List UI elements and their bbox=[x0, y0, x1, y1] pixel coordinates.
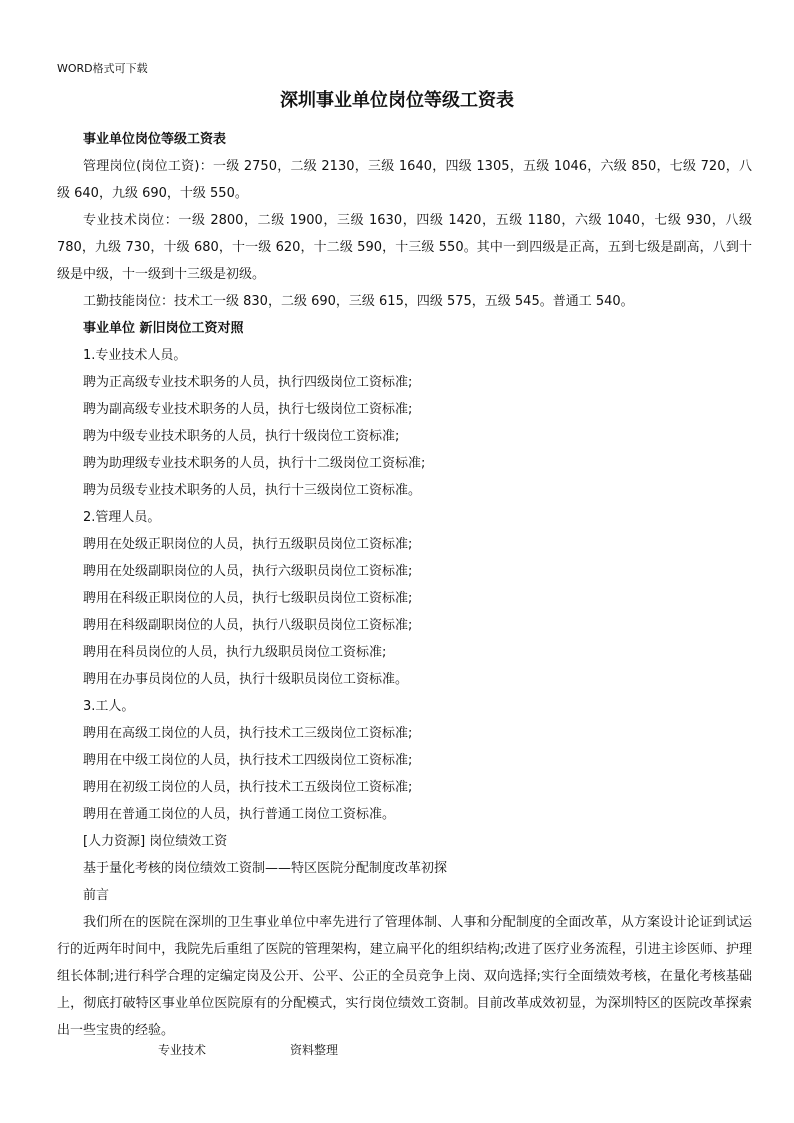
section-heading-comparison: 事业单位 新旧岗位工资对照 bbox=[83, 321, 244, 336]
list-item: 聘为副高级专业技术职务的人员，执行七级岗位工资标准; bbox=[83, 402, 413, 417]
list-item: 聘用在处级正职岗位的人员，执行五级职员岗位工资标准; bbox=[83, 537, 413, 552]
group-heading: 1.专业技术人员。 bbox=[83, 348, 187, 363]
group-heading: 2.管理人员。 bbox=[83, 510, 161, 525]
header-note: WORD格式可下载 bbox=[57, 62, 148, 75]
list-item: 聘用在科级副职岗位的人员，执行八级职员岗位工资标准; bbox=[83, 618, 413, 633]
list-item: 聘用在初级工岗位的人员，执行技术工五级岗位工资标准; bbox=[83, 780, 413, 795]
list-item: 聘为正高级专业技术职务的人员，执行四级岗位工资标准; bbox=[83, 375, 413, 390]
hr-tag: [人力资源] 岗位绩效工资 bbox=[83, 834, 228, 849]
preface-paragraph: 我们所在的医院在深圳的卫生事业单位中率先进行了管理体制、人事和分配制度的全面改革，从方案设计论证到试运行的近两年时间中，我院先后重组了医院的管理架构，建立扁平化的组织结构;改进了医疗业务流程，引进主诊医师、护理组长体制;进行科学合理的定编定岗及公开、公平、公正的全员竞争上岗、双向选择;实行全面绩效考核，在量化考核基础上，彻底打破特区事业单位医院原有的分配模式，实行岗位绩效工资制。目前改革成效初显，为深圳特区的医院改革探索出一些宝贵的经验。 bbox=[57, 915, 752, 1038]
list-item: 聘用在普通工岗位的人员，执行普通工岗位工资标准。 bbox=[83, 807, 396, 822]
list-item: 聘为助理级专业技术职务的人员，执行十二级岗位工资标准; bbox=[83, 456, 426, 471]
footer-right-text: 资料整理 bbox=[290, 1043, 339, 1057]
list-item: 聘为中级专业技术职务的人员，执行十级岗位工资标准; bbox=[83, 429, 400, 444]
list-item: 聘用在高级工岗位的人员，执行技术工三级岗位工资标准; bbox=[83, 726, 413, 741]
document-title: 深圳事业单位岗位等级工资表 bbox=[280, 90, 514, 111]
list-item: 聘用在科员岗位的人员，执行九级职员岗位工资标准; bbox=[83, 645, 387, 660]
list-item: 聘用在办事员岗位的人员，执行十级职员岗位工资标准。 bbox=[83, 672, 409, 687]
list-item: 聘用在处级副职岗位的人员，执行六级职员岗位工资标准; bbox=[83, 564, 413, 579]
group-heading: 3.工人。 bbox=[83, 699, 135, 714]
article-title: 基于量化考核的岗位绩效工资制——特区医院分配制度改革初探 bbox=[83, 861, 448, 876]
preface-label: 前言 bbox=[83, 888, 110, 903]
footer-left-text: 专业技术 bbox=[158, 1043, 207, 1057]
worker-wage-paragraph: 工勤技能岗位：技术工一级 830，二级 690，三级 615，四级 575，五级 545。普通工 540。 bbox=[83, 294, 634, 309]
technical-wage-paragraph: 专业技术岗位：一级 2800，二级 1900，三级 1630，四级 1420，五级 1180，六级 1040，七级 930，八级 780，九级 730，十级 680，十一级 620，十二级 590，十三级 550。其中一到四级是正高，五到七级是副高，八到十级是中级，十一级到十三级是初级。 bbox=[57, 213, 752, 282]
document-body bbox=[57, 126, 752, 1044]
section-heading-wage-table: 事业单位岗位等级工资表 bbox=[83, 132, 227, 147]
management-wage-paragraph: 管理岗位(岗位工资)：一级 2750，二级 2130，三级 1640，四级 1305，五级 1046，六级 850，七级 720，八级 640，九级 690，十级 550。 bbox=[57, 159, 752, 201]
list-item: 聘用在科级正职岗位的人员，执行七级职员岗位工资标准; bbox=[83, 591, 413, 606]
list-item: 聘为员级专业技术职务的人员，执行十三级岗位工资标准。 bbox=[83, 483, 422, 498]
list-item: 聘用在中级工岗位的人员，执行技术工四级岗位工资标准; bbox=[83, 753, 413, 768]
